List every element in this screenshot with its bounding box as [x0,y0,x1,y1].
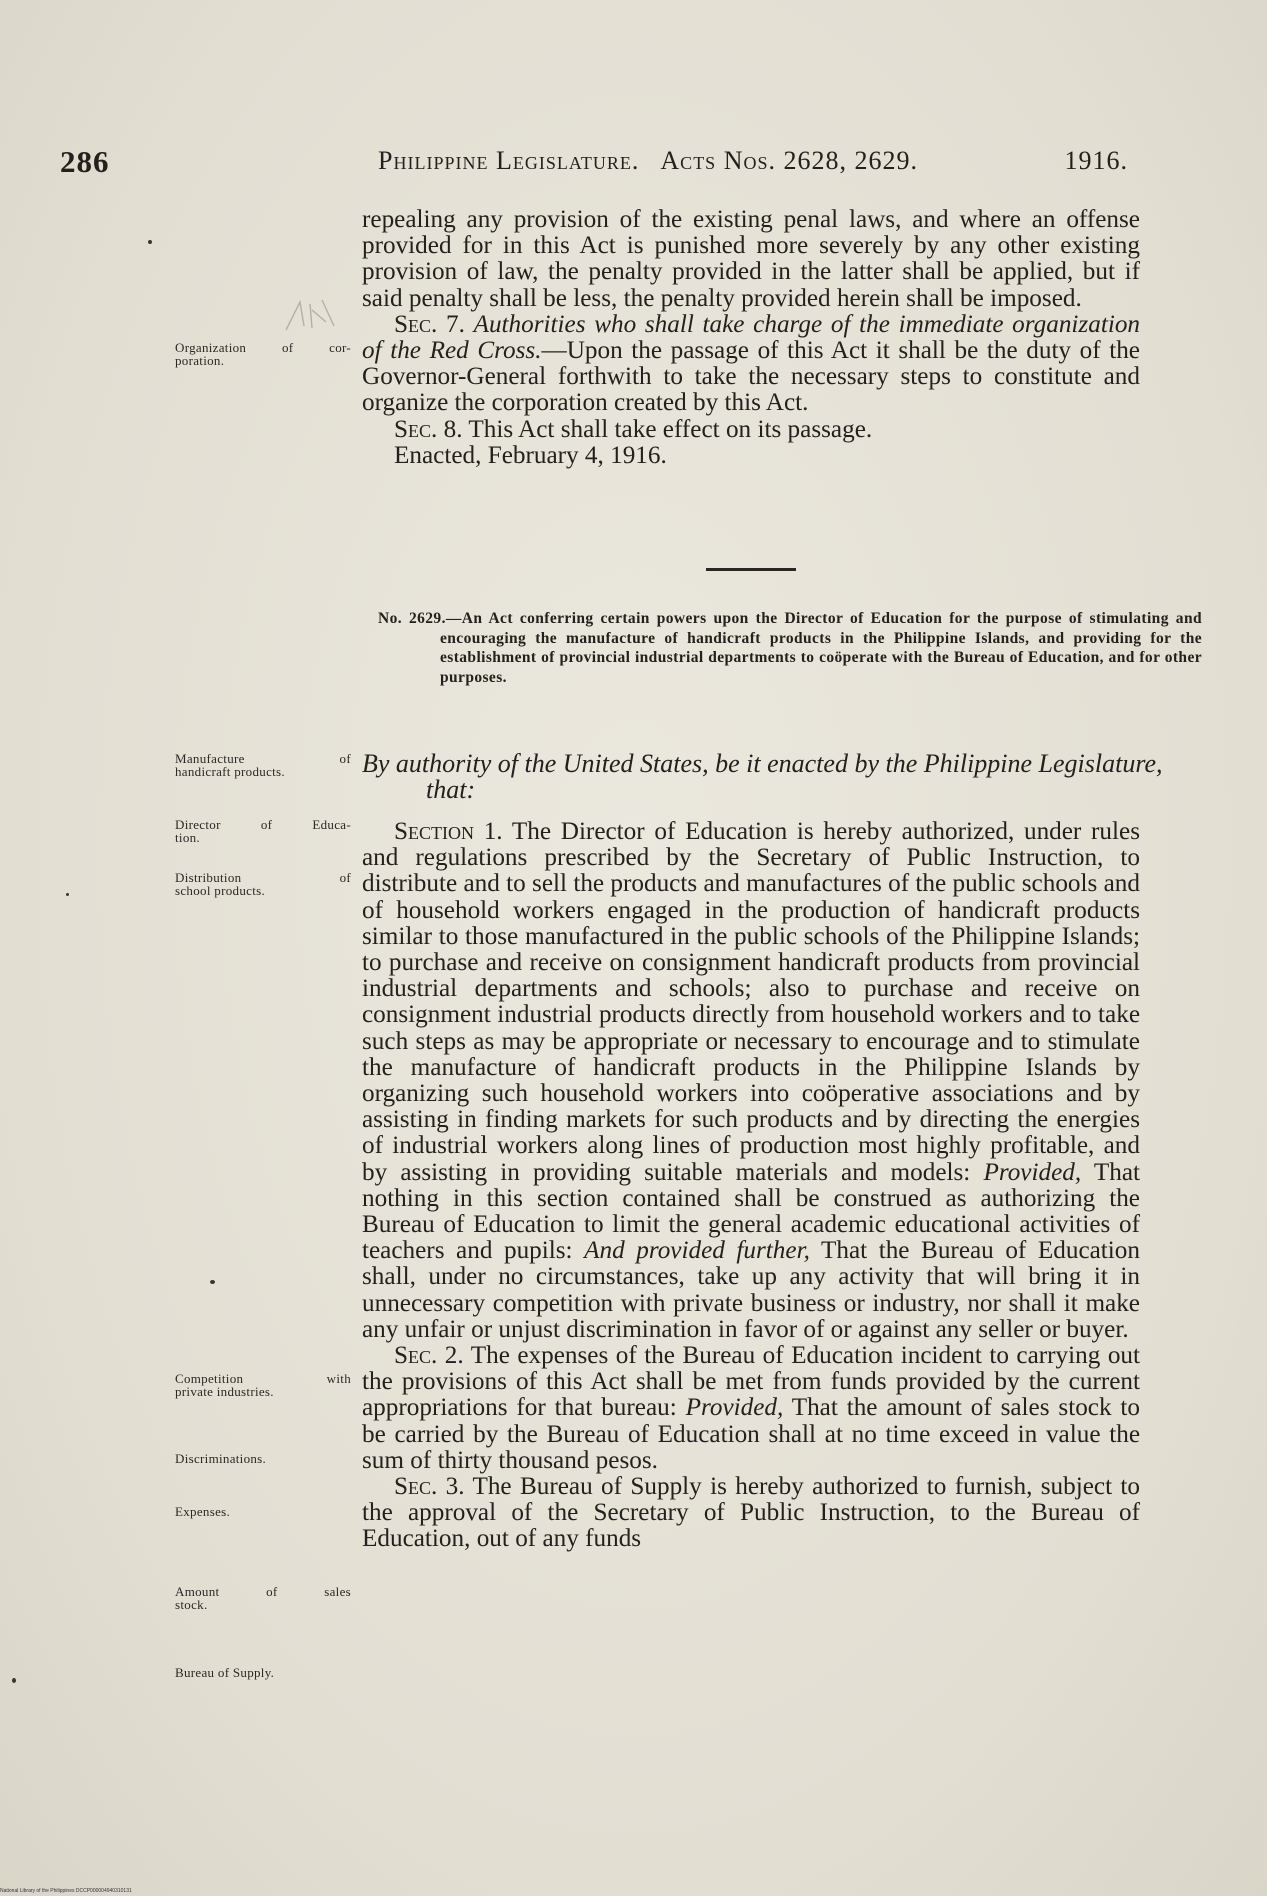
margin-note-distribution: Distribution of school products. [175,870,351,898]
act-title: No. 2629.—An Act conferring certain powers upon the Director of Education for the purpose of stimulating and encouraging the manufacture of handicraft products in the Philippine Islands, and providing for the establishment of provincial industrial departments to coöperate with the Bureau of Education, and for other purposes. [378,610,1202,686]
scan-speck [210,1280,215,1284]
margin-note-organization: Organization of cor- poration. [175,340,351,368]
enacting-clause: By authority of the United States, be it enacted by the Philippine Legislature, that: [362,749,1163,804]
footer-stamp: National Library of the Philippines DCCP000004940310131 [0,1888,132,1894]
sec1-text-c: That the Bureau of Education shall, under no circumstances, take up any activity that will bring it in unnecessary competition with private business or industry, nor shall it make any unfair or unjust discrimination in favor of or against any seller or buyer. [362,1237,1140,1343]
margin-note-discriminations: Discriminations. [175,1451,267,1466]
margin-note-competition: Competition with private industries. [175,1371,351,1399]
section-8 [362,417,1140,443]
acts-numbers: Acts Nos. 2628, 2629. [660,146,918,175]
section-3 [362,1474,1140,1553]
scan-speck [66,893,69,896]
margin-note-expenses: Expenses. [175,1504,231,1519]
page-number: 286 [60,144,110,179]
section-2 [362,1343,1140,1474]
header-year: 1916. [1064,146,1128,175]
sec8-text: This Act shall take effect on its passage. [468,415,873,443]
proviso-1: Provided, [983,1158,1082,1186]
section-7 [362,312,1140,417]
sec1-text-b: That nothing in this section contained shall be construed as authorizing the Bureau of Education to limit the general academic educational activities of teachers and pupils: [362,1158,1141,1265]
margin-note-manufacture: Manufacture of handicraft products. [175,751,351,779]
section-divider [706,568,796,571]
sec2-label: Sec. 2. [394,1342,464,1370]
scan-speck [12,1678,16,1683]
enacted-date: Enacted, February 4, 1916. [394,441,667,469]
act-2629-body [362,819,1140,1553]
sec1-label: Section 1. [394,818,503,845]
sec7-text: —Upon the passage of this Act it shall be the duty of the Governor-General forthwith to take the necessary steps to constitute and organize the corporation created by this Act. [362,337,1140,417]
sec2-text-b: That the amount of sales stock to be carried by the Bureau of Education shall at no time exceed in value the sum of thirty thousand pesos. [362,1394,1141,1474]
sec2-text-a: The expenses of the Bureau of Education incident to carrying out the provisions of this Act shall be met from funds provided by the current appropriations for that bureau: [362,1342,1140,1422]
margin-note-director: Director of Educa- tion. [175,817,351,845]
sec3-label: Sec. 3. [394,1473,465,1501]
paragraph-penal-laws: repealing any provision of the existing penal laws, and where an offense provided for in this Act is punished more severely by any other existing provision of law, the penalty provided in the latter shall be applied, but if said penalty shall be less, the penalty provided herein shall be imposed. [362,206,1140,312]
legislature-title: Philippine Legislature. [378,146,640,175]
section-1 [362,819,1140,1343]
margin-note-bureau-supply: Bureau of Supply. [175,1665,275,1680]
margin-note-amount: Amount of sales stock. [175,1584,351,1612]
running-title [378,146,918,176]
scan-speck [148,240,152,244]
sec7-heading: Authorities who shall take charge of the immediate organization of the Red Cross. [362,310,1141,365]
proviso-3: Provided, [685,1394,784,1422]
sec3-text: The Bureau of Supply is hereby authorized to furnish, subject to the approval of the Secretary of Public Instruction, to the Bureau of Education, out of any funds [362,1473,1141,1553]
pencil-mark [282,296,340,336]
proviso-2: And provided further, [584,1237,810,1265]
section-continuation [362,207,1140,469]
sec7-label: Sec. 7. [394,310,465,338]
running-header [60,144,1160,184]
sec1-text-a: The Director of Education is hereby authorized, under rules and regulations prescribed by the Secretary of Public Instruction, to distribute and to sell the products and manufactures of the public schools and of household workers engaged in the production of handicraft products similar to those manufactured in the public schools of the Philippine Islands; to purchase and receive on consignment handicraft products from provincial industrial departments and schools; also to purchase and receive on consignment industrial products directly from household workers and to take such steps as may be appropriate or necessary to encourage and to stimulate the manufacture of handicraft products in the Philippine Islands by organizing such household workers into coöperative associations and by assisting in finding markets for such products and by directing the energies of industrial workers along lines of production most highly profitable, and by assisting in providing suitable materials and models: [362,818,1140,1186]
sec8-label: Sec. 8. [394,415,463,443]
